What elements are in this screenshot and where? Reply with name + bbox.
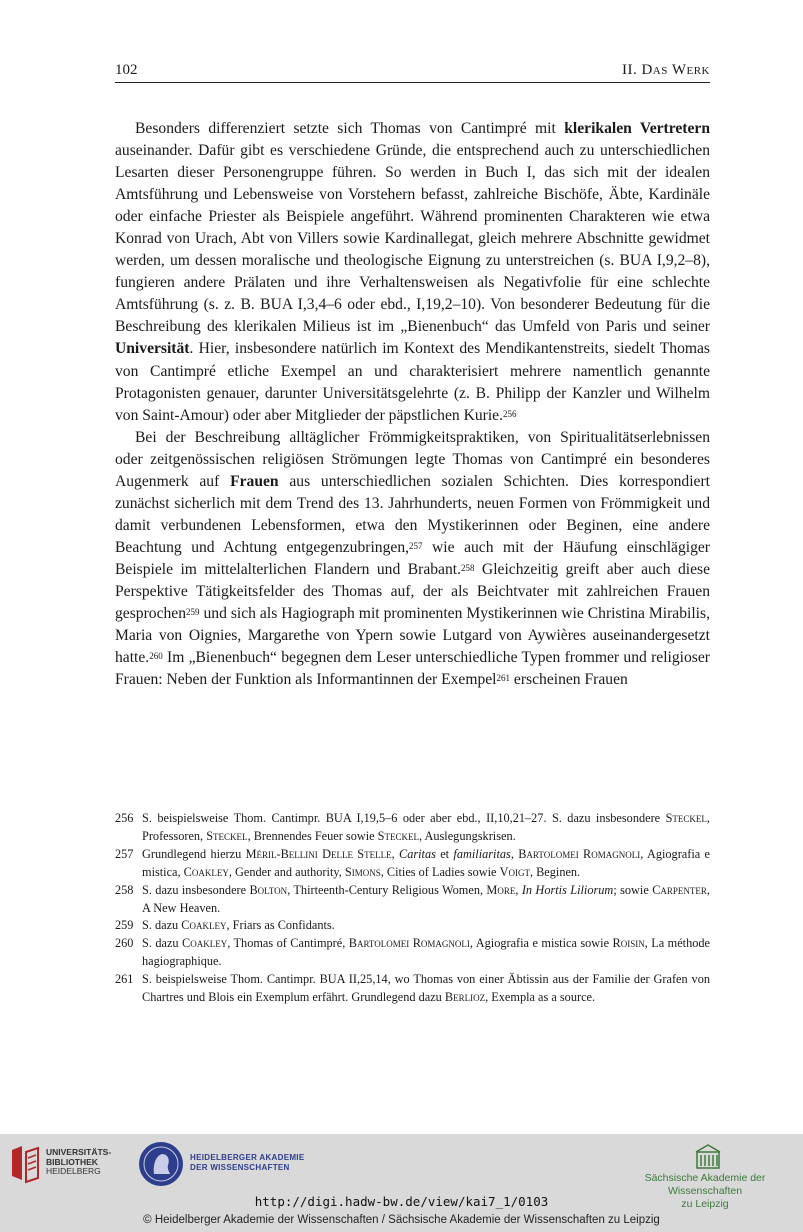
footnote-ref[interactable]: 258 — [460, 562, 475, 573]
fn-text: , Auslegungskrisen. — [419, 828, 516, 843]
fn-text: S. dazu — [142, 936, 183, 951]
fn-author: Carpenter — [652, 882, 707, 897]
footnotes — [115, 810, 710, 1007]
fn-author: Steckel — [377, 828, 420, 843]
ub-line: HEIDELBERG — [46, 1166, 101, 1176]
bold-term: klerikalen Vertretern — [564, 120, 711, 137]
fn-author: Coakley — [183, 864, 229, 879]
page-number: 102 — [115, 62, 138, 78]
fn-italic: familiaritas — [453, 846, 511, 861]
footnote-number: 260 — [115, 936, 134, 951]
running-head — [115, 60, 710, 83]
viewer-footer — [0, 1134, 803, 1232]
fn-text: , Thomas of Cantimpré, — [227, 936, 349, 951]
text-run: Bei der Beschreibung alltäglicher Frömmigkeitspraktiken, von Spiritualitätserlebnissen oder zeitgenössischen religiösen Strömungen legte Thomas von Cantimpré ein besonderes Augenmerk auf — [115, 428, 710, 490]
fn-text: , Thirteenth-Century Religious Women, — [287, 882, 487, 897]
fn-text: ; sowie — [613, 882, 653, 897]
text-run: aus unterschiedlichen sozialen Schichten. Dies korrespondiert zunächst sicherlich mit dem Trend des 13. Jahrhunderts, neuen Formen von Frömmigkeit und damit verbundenen Lebensformen, etwa den Mystikerinnen oder Beginen, eine andere Beachtung und Achtung entgegenzubringen, — [115, 472, 710, 556]
footnote-256 — [115, 810, 710, 846]
fn-text: , — [515, 882, 522, 897]
saxon-line: Sächsische Akademie der Wissenschaften — [644, 1172, 766, 1197]
permalink-url[interactable]: http://digi.hadw-bw.de/view/kai7_1/0103 — [254, 1194, 549, 1209]
ub-logo-text — [46, 1148, 111, 1177]
text-run: Gleichzeitig greift aber auch diese Perspektive Tätigkeitsfelder des Thomas auf, der als Beichtvater mit zahlreichen Frauen gesprochen — [115, 560, 710, 623]
academy-seal-icon[interactable] — [139, 1142, 183, 1186]
fn-text: , — [391, 846, 399, 861]
fn-text: , Exempla as a source. — [485, 990, 596, 1005]
fn-author: Steckel — [665, 811, 707, 825]
fn-text: et — [435, 846, 454, 861]
fn-author: Coakley — [181, 918, 227, 933]
footnote-257 — [115, 846, 710, 882]
fn-text: , — [510, 846, 519, 861]
fn-text: , Agiografia e mistica sowie — [469, 936, 613, 951]
text-run: wie auch mit der Häufung einschlägiger Beispiele im mittelalterlichen Flandern und Brabant. — [115, 538, 710, 578]
text-run: auseinander. Dafür gibt es verschiedene Gründe, die entsprechend auch zu unterschiedlichen Lesarten dieser Personengruppe führen. So werden in Buch I, das sich mit der idealen Amtsführung und Lebensweise von Vorstehern befasst, zahlreiche Bischöfe, Äbte, Kardinäle oder einfache Priester als Beispiele angeführt. Während prominenten Charakteren wie etwa Konrad von Urach, Abt von Villers sowie Kardinallegat, gleich mehrere Abschnitte gewidmet werden, um dessen moralische und theologische Eignung zu unterstreichen (s. BUA I,9,2–8), fungieren andere Prälaten und ihre Verhaltensweisen als Negativfolie für eine schlechte Amtsführung (s. z. B. BUA I,3,4–6 oder ebd., I,19,2–10). Von besonderer Bedeutung für die Beschreibung des klerikalen Milieus ist im „Bienenbuch“ das Umfeld von Paris und seiner — [115, 142, 710, 336]
fn-text: S. dazu — [142, 918, 182, 933]
footnote-259 — [115, 917, 710, 935]
fn-author: Bolton — [249, 882, 288, 897]
paragraph-2 — [115, 427, 710, 692]
ub-logo-icon[interactable] — [8, 1144, 44, 1184]
fn-text: , Beginen. — [529, 864, 581, 879]
fn-text: , Brennendes Feuer sowie — [247, 828, 378, 843]
footnote-260 — [115, 935, 710, 971]
footnote-ref[interactable]: 257 — [409, 540, 423, 551]
fn-text: , Cities of Ladies sowie — [380, 864, 500, 879]
fn-author: Voigt — [499, 864, 530, 879]
fn-author: Steckel — [206, 828, 248, 843]
fn-author: Coakley — [182, 936, 228, 951]
bold-term: Universität — [115, 340, 190, 358]
footnote-number: 258 — [115, 882, 134, 897]
footnote-number: 257 — [115, 846, 134, 861]
fn-author: Roisin — [612, 936, 645, 951]
text-run: erscheinen Frauen — [510, 671, 628, 689]
saxon-line: zu Leipzig — [681, 1198, 729, 1210]
text-run: . Hier, insbesondere natürlich im Kontext des Mendikantenstreits, siedelt Thomas von Cantimpré etliche Exempel an und charakterisiert mehrere namentlich genannte Protagonisten genauer, darunter Universitätsgelehrte (z. B. Philipp der Kanzler und Wilhelm von Saint-Amour) oder aber Mitglieder der päpstlichen Kurie. — [115, 340, 710, 424]
fn-text: , A New Heaven. — [142, 882, 710, 915]
fn-author: More — [486, 882, 516, 897]
ub-line: UNIVERSITÄTS- — [46, 1147, 112, 1157]
running-title: II. Das Werk — [621, 62, 710, 78]
fn-text: Grundlegend hierzu — [142, 846, 246, 861]
body-text — [115, 118, 710, 691]
academy-text — [190, 1153, 304, 1173]
fn-author: Méril-Bellini Delle Stelle — [245, 846, 392, 861]
fn-author: Bartolomei Romagnoli — [348, 936, 470, 951]
footnote-ref[interactable]: 259 — [186, 607, 200, 618]
fn-text: S. dazu insbesondere — [142, 882, 250, 897]
paragraph-1 — [115, 118, 710, 427]
fn-author: Bartolomei Romagnoli — [518, 846, 641, 861]
fn-text: , Friars as Confidants. — [226, 918, 335, 933]
fn-text: , Agiografia e mistica, — [142, 846, 710, 879]
footnote-ref[interactable]: 261 — [496, 673, 511, 684]
academy-line: HEIDELBERGER AKADEMIE — [190, 1153, 305, 1162]
text-run: und sich als Hagiograph mit prominenten Mystikerinnen wie Christina Mirabilis, Maria von Oignies, Margarethe von Ypern sowie Lutgard von Aywières auseinandergesetzt hatte. — [115, 605, 710, 667]
fn-text: , Gender and authority, — [228, 864, 345, 879]
footnote-ref[interactable]: 256 — [503, 408, 517, 419]
footnote-number: 256 — [115, 811, 134, 825]
fn-author: Simons — [344, 864, 381, 879]
fn-text: , La méthode hagiographique. — [142, 936, 710, 969]
footnote-258 — [115, 882, 710, 918]
text-run: Im „Bienenbuch“ begegnen dem Leser unterschiedliche Typen frommer und religioser Frauen: Neben der Funktion als Informantinnen der Exempel — [115, 649, 710, 689]
footnote-261 — [115, 971, 710, 1007]
fn-author: Berlioz — [444, 990, 486, 1005]
academy-line: DER WISSENSCHAFTEN — [190, 1163, 290, 1172]
footnote-number: 259 — [115, 918, 134, 933]
text-run: Besonders differenziert setzte sich Thomas von Cantimpré mit — [135, 120, 565, 137]
fn-italic: Caritas — [399, 846, 436, 861]
saxon-academy-logo-icon[interactable] — [695, 1142, 721, 1170]
footnote-number: 261 — [115, 972, 134, 987]
fn-text: S. beispielsweise Thom. Cantimpr. BUA II,25,14, wo Thomas von einer Äbtissin aus der Familie der Grafen von Chartres und Blois ein Exemplum erfährt. Grundlegend dazu — [142, 972, 710, 1005]
ub-line: BIBLIOTHEK — [46, 1156, 98, 1167]
fn-text: , Professoren, — [142, 811, 710, 843]
bold-term: Frauen — [230, 472, 279, 490]
copyright-notice: © Heidelberger Akademie der Wissenschaften / Sächsische Akademie der Wissenschaften zu Leipzig — [143, 1214, 660, 1226]
fn-text: S. beispielsweise Thom. Cantimpr. BUA I,19,5–6 oder aber ebd., II,10,21–27. S. dazu insbesondere — [142, 811, 666, 825]
fn-italic: In Hortis Liliorum — [521, 882, 614, 897]
footnote-ref[interactable]: 260 — [149, 651, 163, 662]
